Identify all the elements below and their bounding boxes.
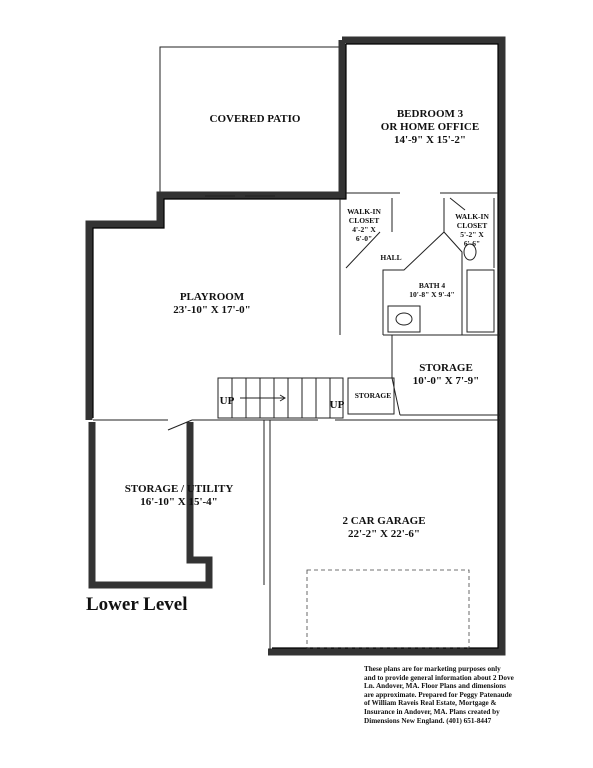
svg-text:5'-2" X: 5'-2" X — [460, 230, 484, 239]
svg-text:HALL: HALL — [380, 253, 402, 262]
svg-text:COVERED PATIO: COVERED PATIO — [209, 113, 301, 125]
svg-text:10'-8" X 9'-4": 10'-8" X 9'-4" — [409, 290, 455, 299]
label-walk-in-closet-1 — [347, 207, 381, 243]
svg-text:2 CAR GARAGE: 2 CAR GARAGE — [342, 515, 426, 527]
label-walk-in-closet-2 — [455, 212, 489, 248]
svg-text:22'-2" X 22'-6": 22'-2" X 22'-6" — [347, 528, 421, 540]
disclaimer-text: These plans are for marketing purposes only and to provide general information about 2 Dove Ln. Andover, MA. Floor Plans and dimensions are approximate. Prepared for Peggy Patenaude of William Raveis Real Estate, Mortgage & Insurance in Andover, MA. Plans created by Dimensions New England. (401) 651-8447 — [364, 665, 514, 725]
svg-text:BEDROOM 3: BEDROOM 3 — [396, 108, 464, 120]
svg-text:PLAYROOM: PLAYROOM — [179, 291, 245, 303]
svg-text:14'-9" X 15'-2": 14'-9" X 15'-2" — [393, 134, 467, 146]
label-playroom — [173, 291, 251, 316]
label-storage-small — [355, 391, 392, 400]
svg-text:6'-0": 6'-0" — [355, 234, 373, 243]
label-stairs-up-right — [330, 399, 345, 411]
svg-text:WALK-IN: WALK-IN — [347, 207, 381, 216]
svg-text:OR HOME OFFICE: OR HOME OFFICE — [380, 121, 480, 133]
svg-text:STORAGE: STORAGE — [419, 362, 473, 374]
label-garage — [342, 515, 425, 540]
level-title: Lower Level — [86, 594, 188, 615]
label-storage-utility — [125, 483, 234, 508]
interior-walls — [93, 193, 500, 650]
svg-text:UP: UP — [329, 399, 345, 411]
svg-text:WALK-IN: WALK-IN — [455, 212, 489, 221]
label-bath-4 — [409, 281, 454, 299]
svg-text:CLOSET: CLOSET — [348, 216, 380, 225]
svg-text:6'-6": 6'-6" — [463, 239, 481, 248]
svg-text:CLOSET: CLOSET — [456, 221, 488, 230]
label-stairs-up-left — [220, 395, 235, 407]
svg-text:10'-0" X 7'-9": 10'-0" X 7'-9" — [412, 375, 480, 387]
svg-text:STORAGE: STORAGE — [354, 391, 392, 400]
svg-text:BATH 4: BATH 4 — [418, 281, 446, 290]
label-bedroom-3 — [381, 108, 479, 146]
label-covered-patio — [210, 113, 301, 125]
svg-text:4'-2" X: 4'-2" X — [352, 225, 376, 234]
svg-text:23'-10" X 17'-0": 23'-10" X 17'-0" — [173, 304, 251, 316]
svg-text:UP: UP — [219, 395, 235, 407]
label-hall — [380, 253, 401, 262]
label-storage-large — [413, 362, 480, 387]
svg-text:STORAGE / UTILITY: STORAGE / UTILITY — [124, 483, 234, 495]
svg-text:16'-10" X 15'-4": 16'-10" X 15'-4" — [140, 496, 218, 508]
